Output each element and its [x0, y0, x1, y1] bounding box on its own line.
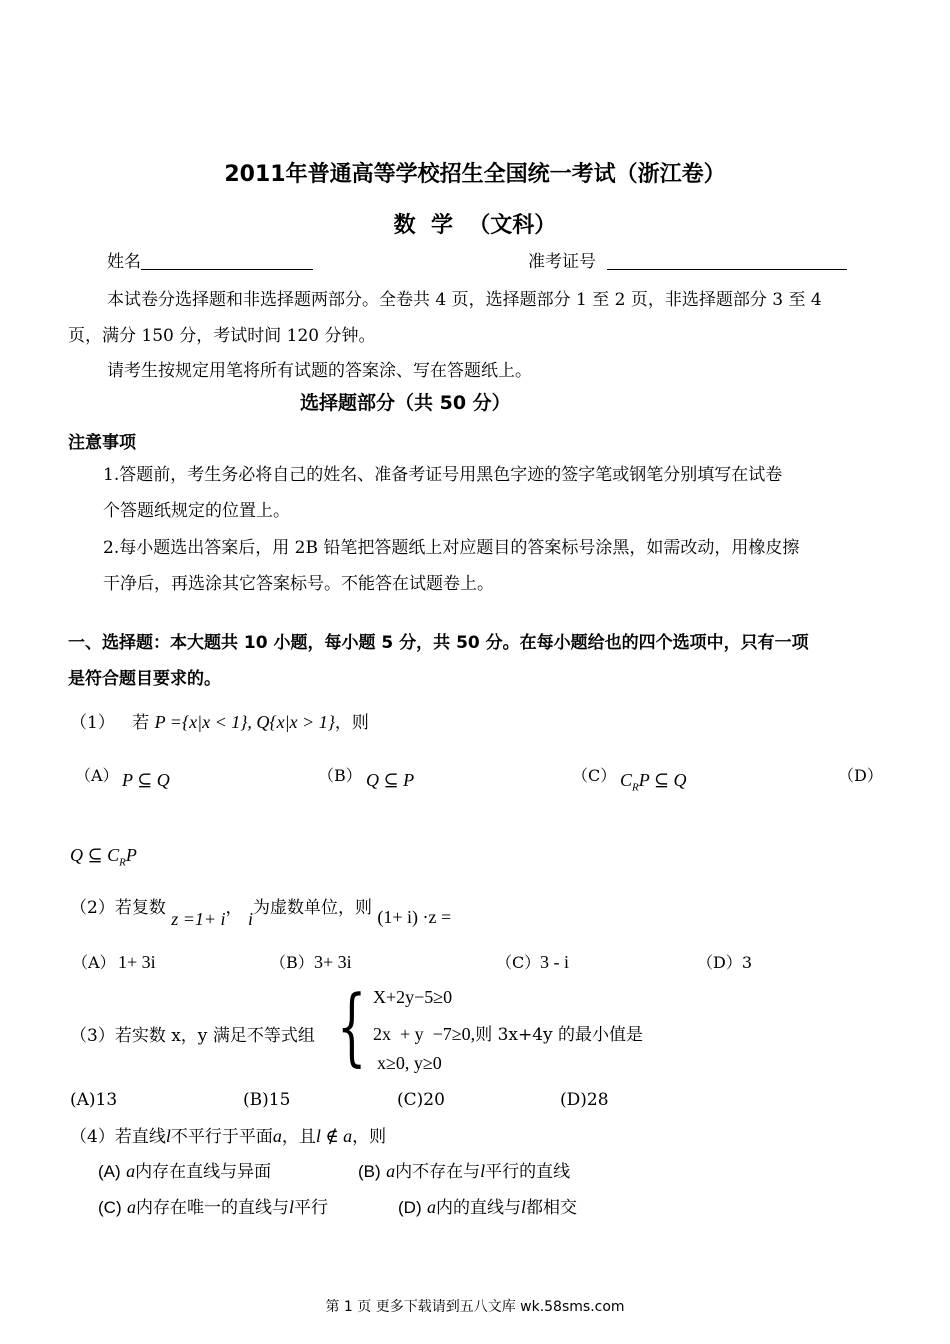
q4-option-c-l: l — [289, 1197, 295, 1217]
name-label: 姓名 — [107, 252, 141, 272]
q3-option-d: (D)28 — [560, 1090, 609, 1110]
q2-option-c: 3 - i — [540, 952, 569, 972]
id-field — [528, 247, 847, 272]
q4-option-b-sym: a — [386, 1161, 396, 1181]
q2-z: z =1+ i — [171, 909, 226, 929]
q2-option-d: （D）3 — [697, 953, 753, 972]
q2-i: i — [247, 909, 253, 929]
q2-expression: (1+ i) ·z = — [377, 907, 452, 927]
q4-option-d-l: l — [521, 1197, 527, 1217]
q4-option-d-label: (D) — [398, 1198, 422, 1217]
part1-line-a: 一、选择题：本大题共 10 小题，每小题 5 分，共 50 分。在每小题给也的四个选项中，只有一项 — [68, 633, 809, 653]
q4-option-a-sym: a — [126, 1161, 136, 1181]
intro-line-1: 本试卷分选择题和非选择题两部分。全卷共 4 页，选择题部分 1 至 2 页，非选择题部分 3 至 4 — [107, 290, 822, 310]
q1-option-c-sub: R — [632, 781, 639, 794]
notice-2b: 干净后，再选涂其它答案标号。不能答在试题卷上。 — [103, 574, 494, 594]
name-blank — [141, 251, 313, 270]
q4-p4: ，则 — [352, 1127, 387, 1147]
q1-option-d-sub: R — [119, 856, 126, 869]
notice-1b: 个答题纸规定的位置上。 — [103, 501, 290, 521]
q4-option-d — [398, 1193, 577, 1218]
q3-inequality-3: x≥0, y≥0 — [377, 1053, 442, 1073]
q4-option-b-text2: 平行的直线 — [485, 1162, 571, 1182]
q3-brace: { — [337, 977, 367, 1075]
intro-line-2: 页，满分 150 分，考试时间 120 分钟。 — [68, 326, 376, 346]
q2-option-c-label: （C） — [496, 953, 541, 972]
q1-option-b-label: （B） — [318, 766, 362, 785]
q4-option-c-label: (C) — [98, 1198, 122, 1217]
q4-option-c-text2: 平行 — [294, 1198, 329, 1218]
q3-option-b: (B)15 — [243, 1090, 291, 1110]
q4-p1: （4）若直线 — [70, 1127, 166, 1147]
q4-a: a — [272, 1126, 282, 1146]
q1-post: ，则 — [334, 713, 369, 733]
exam-subtitle: 数 学 （文科） — [393, 213, 557, 238]
exam-title: 2011年普通高等学校招生全国统一考试（浙江卷） — [224, 162, 726, 187]
q1-option-d-rest: P — [125, 845, 137, 865]
q4-option-b-l: l — [480, 1161, 486, 1181]
name-field — [107, 247, 313, 272]
question-3-text: （3）若实数 x，y 满足不等式组 — [70, 1026, 315, 1046]
q1-option-d-c: Q ⊆ C — [70, 845, 120, 865]
question-2 — [70, 893, 452, 929]
q4-option-b — [358, 1157, 570, 1182]
q1-number: （1） — [70, 713, 115, 733]
q2-number: （2）若复数 — [70, 898, 166, 918]
q4-option-a-label: (A) — [98, 1162, 121, 1181]
q1-option-c-label: （C） — [572, 766, 617, 785]
q4-option-c — [98, 1193, 328, 1218]
section-heading: 选择题部分（共 50 分） — [300, 392, 511, 414]
q4-option-a — [98, 1157, 271, 1182]
q4-option-d-sym: a — [427, 1197, 437, 1217]
intro-line-3: 请考生按规定用笔将所有试题的答案涂、写在答题纸上。 — [107, 361, 532, 381]
q4-option-a-text: 内存在直线与异面 — [135, 1162, 272, 1182]
q1-option-c-rest: P ⊆ Q — [638, 770, 687, 790]
q3-inequality-1: X+2y−5≥0 — [373, 987, 453, 1007]
notice-1a: 1.答题前，考生务必将自己的姓名、准备考证号用黑色字迹的签字笔或钢笔分别填写在试卷 — [103, 465, 783, 485]
q4-p3: ，且 — [281, 1127, 316, 1147]
q4-option-b-text1: 内不存在与 — [395, 1162, 481, 1182]
q4-l: l — [165, 1126, 171, 1146]
part1-line-b: 是符合题目要求的。 — [68, 669, 221, 689]
q2-option-a-label: （A） — [72, 953, 116, 972]
q4-option-c-text1: 内存在唯一的直线与 — [136, 1198, 290, 1218]
q1-option-a-label: （A） — [75, 766, 119, 785]
q3-inequality-2: 2x + y −7≥0, — [373, 1024, 476, 1044]
q1-pre: 若 — [132, 713, 150, 733]
q3-inequality-2-line — [373, 1020, 643, 1045]
id-blank — [607, 251, 847, 270]
q2-option-a: 1+ 3i — [118, 952, 156, 972]
q2-mid1: ， — [225, 898, 243, 918]
q1-option-c-c: C — [620, 770, 633, 790]
q1-option-d — [70, 845, 137, 869]
question-1 — [70, 708, 369, 733]
q3-option-c: (C)20 — [397, 1090, 445, 1110]
q1-option-d-label: （D） — [838, 766, 883, 785]
q2-mid2: 为虚数单位，则 — [252, 898, 372, 918]
page-footer: 第 1 页 更多下载请到五八文库 wk.58sms.com — [325, 1299, 625, 1315]
q2-option-b-label: （B） — [270, 953, 314, 972]
q1-option-c — [620, 770, 687, 794]
q2-option-b: 3+ 3i — [314, 952, 352, 972]
q4-option-b-label: (B) — [358, 1162, 381, 1181]
q4-p2: 不平行于平面 — [170, 1127, 273, 1147]
q4-option-c-sym: a — [127, 1197, 137, 1217]
id-label: 准考证号 — [528, 252, 596, 272]
q4-option-d-text1: 内的直线与 — [436, 1198, 522, 1218]
question-4 — [70, 1122, 386, 1147]
q1-expression: P ={x|x < 1}, Q{x|x > 1} — [154, 712, 335, 732]
notice-title: 注意事项 — [68, 433, 136, 453]
q3-option-a: (A)13 — [70, 1090, 118, 1110]
q4-notin: l ∉ a — [315, 1126, 353, 1146]
q1-option-a: P ⊆ Q — [122, 770, 170, 790]
q4-option-d-text2: 都相交 — [526, 1198, 578, 1218]
q1-option-b: Q ⊆ P — [366, 770, 415, 790]
notice-2a: 2.每小题选出答案后，用 2B 铅笔把答题纸上对应题目的答案标号涂黑，如需改动，用橡皮擦 — [103, 538, 800, 558]
q3-inequality-2-post: 则 3x+4y 的最小值是 — [475, 1025, 644, 1045]
